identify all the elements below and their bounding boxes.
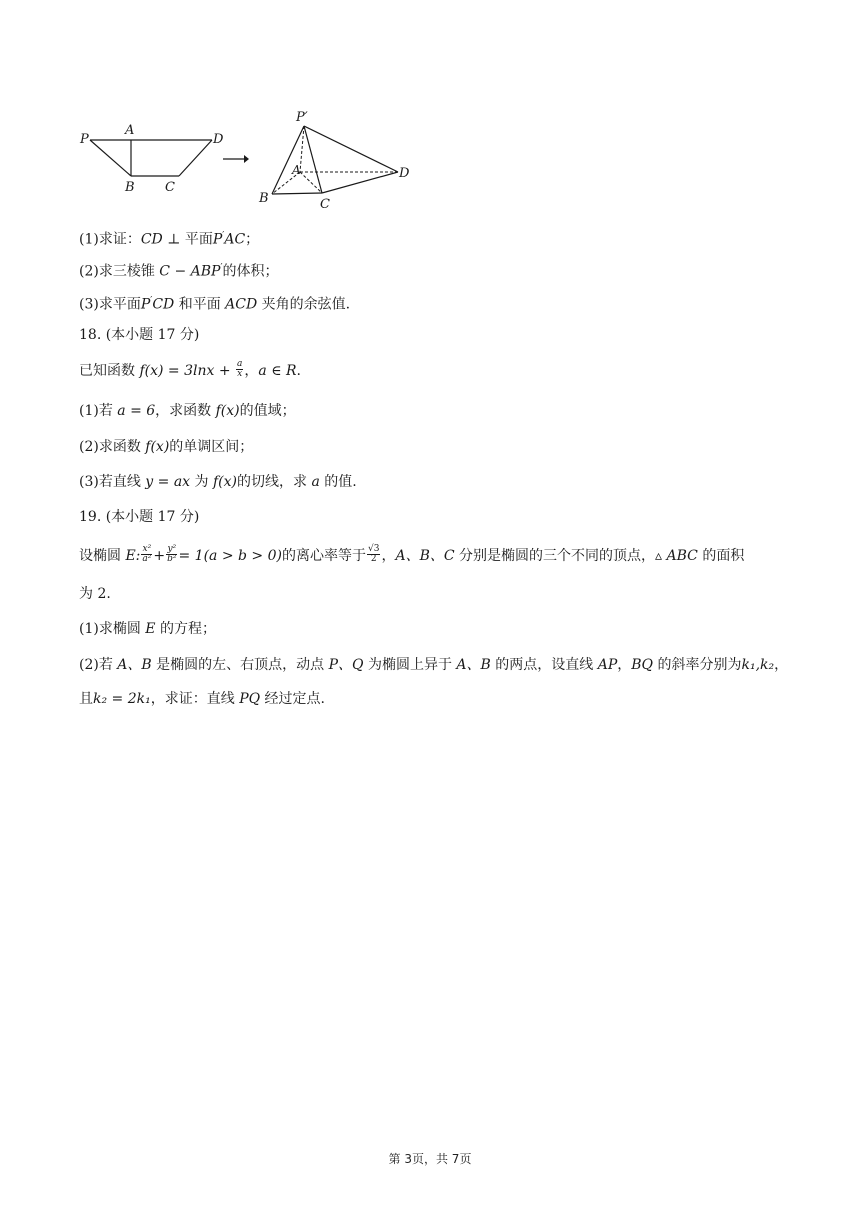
q17-part3: (3)求平面P′CD 和平面 ACD 夹角的余弦值. bbox=[79, 296, 351, 313]
fraction-x2-a2: $\frac{\text{x²}}{\text{a²}}$ bbox=[142, 543, 152, 564]
label-B: B bbox=[259, 191, 269, 206]
q18-part1: (1)若 a = 6，求函数 f(x)的值域； bbox=[79, 403, 296, 419]
label-C: C bbox=[165, 180, 175, 195]
pyramid-figure bbox=[256, 106, 426, 216]
fraction-y2-b2: $\frac{\text{y²}}{\text{b²}}$ bbox=[167, 543, 177, 564]
label-D: D bbox=[399, 166, 410, 181]
q19-stem-line1: 设椭圆 E: $\frac{\text{x²}}{\text{a²}}$ + $\frac{\text{y²}}{\text{b²}}$ = 1(a > b > 0)的离心率等于 $\frac{√3}{2}$ ，A、B、C 分别是椭圆的三个不同的顶点，▵ ABC 的面积 bbox=[79, 543, 745, 564]
label-C: C bbox=[320, 197, 330, 212]
q18-part2: (2)求函数 f(x)的单调区间； bbox=[79, 439, 254, 455]
q19-part2: (2)若 A、B 是椭圆的左、右顶点，动点 P、Q 为椭圆上异于 A、B 的两点，设直线 AP，BQ 的斜率分别为k₁,k₂， bbox=[79, 657, 789, 673]
q18-header: 18. (本小题 17 分) bbox=[79, 327, 200, 343]
label-A: A bbox=[125, 123, 135, 138]
q17-part2: (2)求三棱锥 C − ABP′的体积； bbox=[79, 263, 279, 280]
q19-stem-line2: 为 2. bbox=[79, 586, 111, 602]
q19-header: 19. (本小题 17 分) bbox=[79, 509, 200, 525]
label-A: A bbox=[292, 163, 301, 177]
label-P: P bbox=[80, 132, 89, 147]
fraction-a-over-x: $\frac{a}{x}$ bbox=[237, 358, 243, 379]
page-footer: 第 3页，共 7页 bbox=[388, 1152, 472, 1166]
label-P-prime: P′ bbox=[296, 110, 308, 125]
q19-part1: (1)求椭圆 E 的方程； bbox=[79, 621, 216, 637]
fraction-sqrt3-over-2: $\frac{√3}{2}$ bbox=[367, 543, 380, 564]
trapezoid-figure bbox=[74, 118, 234, 198]
q18-part3: (3)若直线 y = ax 为 f(x)的切线，求 a 的值. bbox=[79, 474, 357, 490]
q18-stem: 已知函数 f(x) = 3lnx + $\frac{a}{x}$ ，a ∈ R. bbox=[79, 358, 301, 379]
q17-part1: (1)求证：CD ⊥ 平面P′AC； bbox=[79, 231, 260, 248]
q19-part2-cont: 且k₂ = 2k₁，求证：直线 PQ 经过定点. bbox=[79, 691, 325, 707]
arrow-icon bbox=[222, 153, 250, 165]
label-D: D bbox=[213, 132, 224, 147]
label-B: B bbox=[125, 180, 135, 195]
